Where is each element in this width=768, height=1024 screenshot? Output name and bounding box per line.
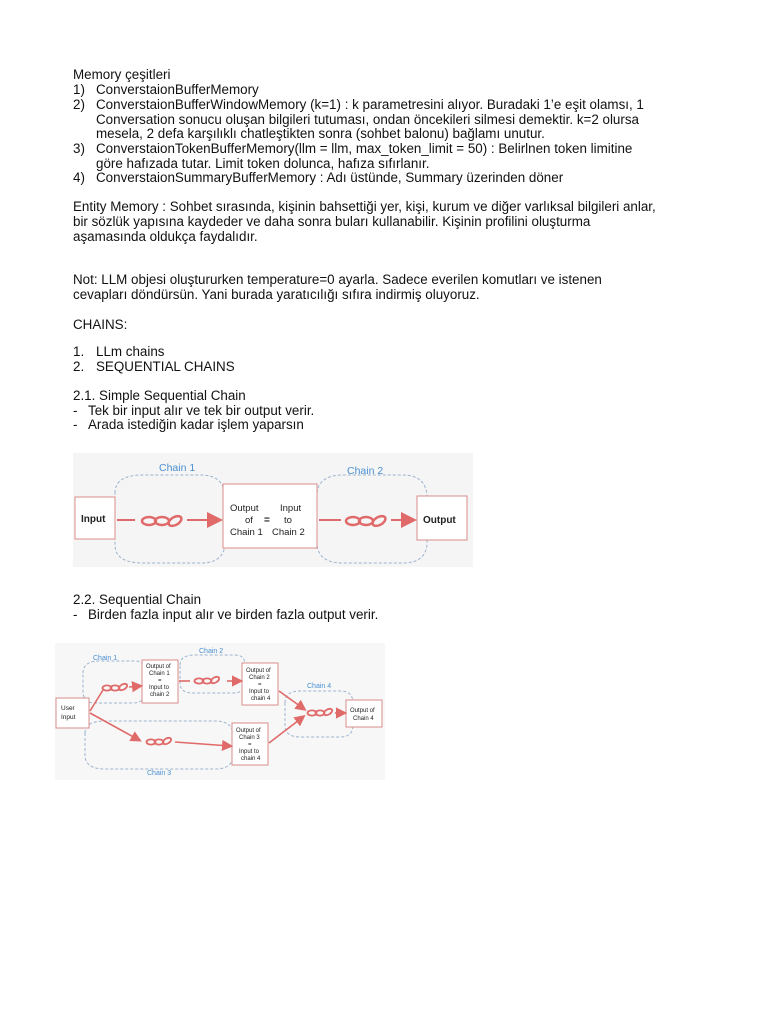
- chain-3-label: Chain 3: [147, 770, 172, 777]
- list-text: mesela, 2 defa karşılıklı chatleştikten sonra (sohbet balonu) bağlamı unutur.: [96, 126, 545, 141]
- list-text: LLm chains: [96, 344, 165, 359]
- chain-1-label: Chain 1: [159, 462, 196, 474]
- box3-line: Input to: [239, 749, 260, 755]
- box1-line: =: [158, 678, 162, 684]
- list-text: Conversation sonucu oluşan bilgileri tutuması, ondan öncekileri silmesi demektir. k=2 olursa: [96, 111, 639, 127]
- arrow: [129, 686, 140, 687]
- chain-1-label: Chain 1: [93, 655, 118, 662]
- chain-4-label: Chain 4: [307, 683, 332, 690]
- chains-heading: CHAINS:: [73, 317, 128, 332]
- middle-box: [223, 484, 317, 548]
- list-text: ConverstaionSummaryBufferMemory : Adı üstünde, Summary üzerinden döner: [96, 170, 564, 185]
- bullet-text: Tek bir input alır ve tek bir output verir.: [88, 403, 315, 418]
- paragraph-line: aşamasında oldukça faydalıdır.: [73, 229, 258, 244]
- bullet-dash: -: [73, 607, 78, 622]
- sequential-chain-diagram: [55, 643, 385, 780]
- simple-chain-diagram: [73, 453, 473, 567]
- list-text: ConverstaionBufferMemory: [96, 82, 259, 97]
- list-number: 1): [73, 82, 85, 97]
- list-number: 4): [73, 170, 85, 185]
- chain-2-label: Chain 2: [347, 465, 384, 477]
- box2-line: Input to: [249, 689, 270, 695]
- box2-line: Chain 2: [249, 675, 270, 681]
- box3-line: Output of: [236, 728, 261, 734]
- box1-line: chain 2: [150, 692, 170, 698]
- mid-equals: =: [264, 515, 270, 526]
- mid-right-line-3: Chain 2: [272, 527, 305, 538]
- box2-line: =: [258, 682, 262, 688]
- box4-line: Output of: [350, 708, 375, 714]
- user-input-line-2: Input: [61, 714, 76, 721]
- box2-line: chain 4: [251, 696, 271, 702]
- sequential-chain-heading: 2.2. Sequential Chain: [73, 592, 202, 607]
- bullet-text: Birden fazla input alır ve birden fazla output verir.: [88, 607, 379, 622]
- list-number: 3): [73, 141, 85, 156]
- box1-line: Chain 1: [149, 671, 170, 677]
- box3-line: chain 4: [241, 756, 261, 762]
- box3-line: Chain 3: [239, 735, 260, 741]
- box1-line: Input to: [149, 685, 170, 691]
- mid-right-line-1: Input: [280, 503, 302, 514]
- user-input-line-1: User: [61, 705, 75, 712]
- paragraph-line: Entity Memory : Sohbet sırasında, kişinin bahsettiği yer, kişi, kurum ve diğer varlıksal bilgileri anlar,: [73, 199, 656, 214]
- paragraph-line: cevapları döndürsün. Yani burada yaratıcılığı sıfıra indirmiş oluyoruz.: [73, 287, 480, 302]
- list-number: 2): [73, 97, 85, 112]
- bullet-text: Arada istediğin kadar işlem yaparsın: [88, 417, 304, 432]
- box1-line: Output of: [146, 664, 171, 670]
- paragraph-line: bir sözlük yapısına kaydeder ve daha sonra buları kullanabilir. Kişinin profilini oluşturma: [73, 214, 591, 229]
- list-text: SEQUENTIAL CHAINS: [96, 359, 235, 374]
- bullet-dash: -: [73, 403, 78, 418]
- user-input-box: [56, 698, 89, 728]
- diagram-background: [55, 643, 385, 780]
- box3-line: =: [248, 742, 252, 748]
- chain-2-label: Chain 2: [199, 648, 224, 655]
- bullet-dash: -: [73, 417, 78, 432]
- mid-right-line-2: to: [284, 515, 292, 526]
- mid-left-line-1: Output: [230, 503, 259, 514]
- list-number: 2.: [73, 359, 85, 374]
- memory-heading: Memory çeşitleri: [73, 67, 171, 82]
- box2-line: Output of: [246, 668, 271, 674]
- simple-chain-heading: 2.1. Simple Sequential Chain: [73, 388, 246, 403]
- mid-left-line-2: of: [245, 515, 253, 526]
- output-label: Output: [423, 515, 456, 526]
- list-text: ConverstaionTokenBufferMemory(llm = llm, max_token_limit = 50) : Belirlnen token limitine: [96, 141, 633, 156]
- paragraph-line: Not: LLM objesi oluştururken temperature=0 ayarla. Sadece everilen komutları ve istenen: [73, 272, 602, 287]
- mid-left-line-3: Chain 1: [230, 527, 263, 538]
- list-number: 1.: [73, 344, 85, 359]
- box4-line: Chain 4: [353, 716, 374, 722]
- input-label: Input: [81, 514, 106, 525]
- list-text: göre hafızada tutar. Limit token dolunca, hafıza sıfırlanır.: [96, 155, 430, 171]
- list-text: ConverstaionBufferWindowMemory (k=1) : k parametresini alıyor. Buradaki 1’e eşit olamsı, 1: [96, 97, 644, 112]
